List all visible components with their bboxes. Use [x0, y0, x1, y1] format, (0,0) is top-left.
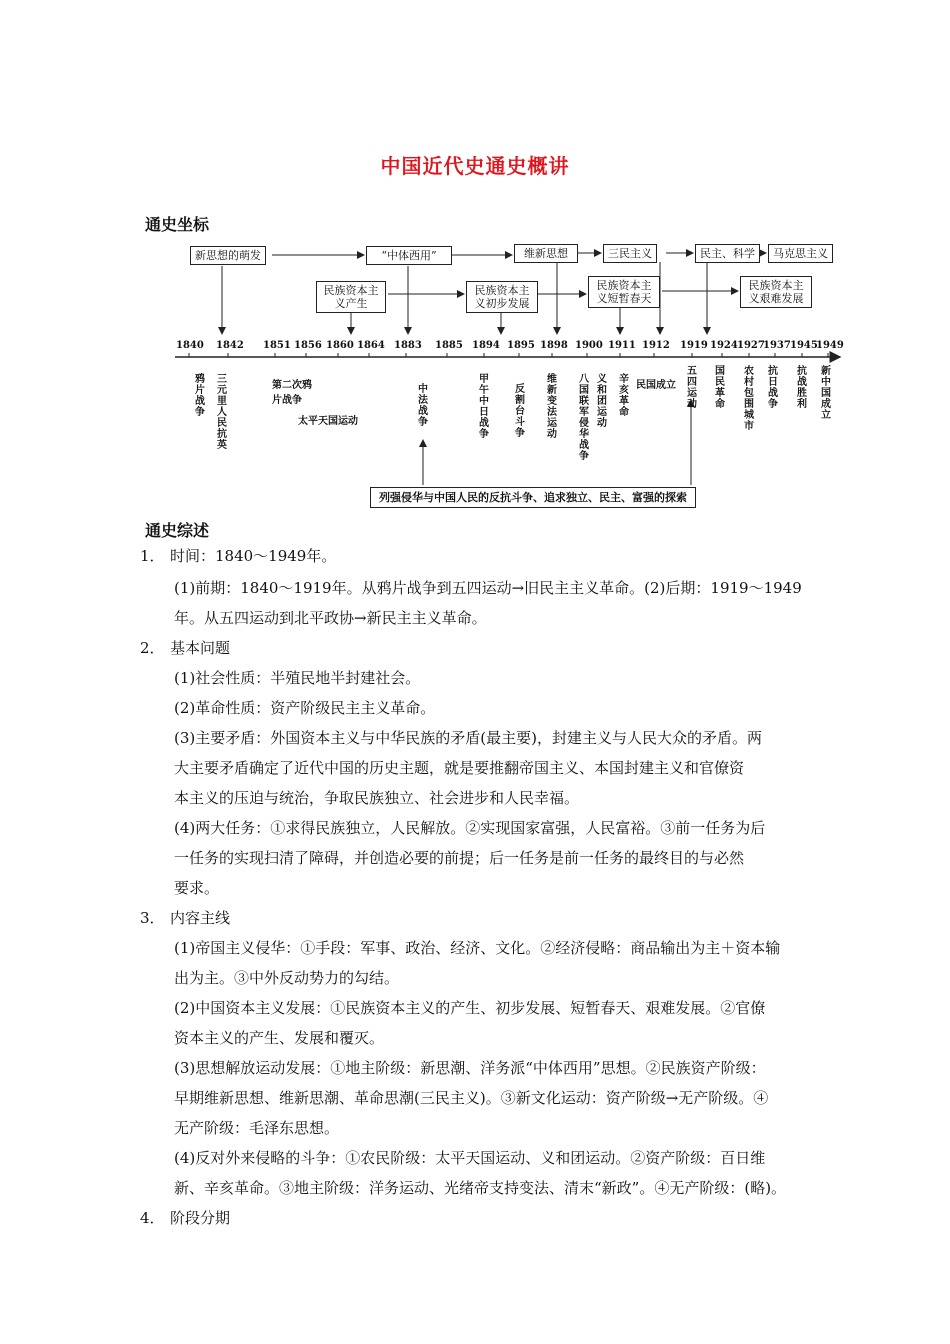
section-heading-summary: 通史综述 — [145, 521, 210, 540]
event-label: 义和团运动 — [597, 374, 607, 429]
event-label: 民国成立 — [636, 380, 676, 391]
year-label: 1911 — [608, 340, 636, 351]
year-label: 1949 — [816, 340, 844, 351]
item-number: 3． — [140, 909, 165, 927]
year-label: 1894 — [472, 340, 500, 351]
event-label: 抗日战争 — [768, 366, 778, 410]
paragraph-line: 一任务的实现扫清了障碍，并创造必要的前提；后一任务是前一任务的最终目的与必然 — [174, 849, 745, 867]
item-title: 内容主线 — [170, 909, 231, 927]
item-title: 时间：1840～1949年。 — [170, 547, 337, 565]
event-label: 抗战胜利 — [797, 366, 807, 410]
box-new-thought: 新思想的萌发 — [190, 246, 266, 265]
event-label: 三元里人民抗英 — [217, 374, 227, 451]
box-marxism: 马克思主义 — [768, 244, 833, 263]
event-label: 甲午中日战争 — [479, 374, 489, 440]
box-three-principles: 三民主义 — [603, 244, 657, 263]
paragraph-line: 早期维新思想、维新思潮、革命思潮(三民主义)。③新文化运动：资产阶级→无产阶级。④ — [174, 1089, 769, 1107]
paragraph-line: (2)革命性质：资产阶级民主主义革命。 — [174, 699, 436, 717]
paragraph-line: (1)社会性质：半殖民地半封建社会。 — [174, 669, 421, 687]
paragraph-line: (4)反对外来侵略的斗争：①农民阶级：太平天国运动、义和团运动。②资产阶级：百日维 — [174, 1149, 766, 1167]
item-number: 2． — [140, 639, 165, 657]
paragraph-line: 本主义的压迫与统治，争取民族独立、社会进步和人民幸福。 — [174, 789, 580, 807]
year-label: 1900 — [575, 340, 603, 351]
box-capitalism-initial: 民族资本主义初步发展 — [466, 281, 538, 313]
page-title: 中国近代史通史概讲 — [380, 154, 570, 178]
paragraph-line: 新、辛亥革命。③地主阶级：洋务运动、光绪帝支持变法、清末“新政”。④无产阶级：(略)。 — [174, 1179, 787, 1197]
year-label: 1864 — [357, 340, 385, 351]
year-label: 1927 — [737, 340, 765, 351]
item-title: 基本问题 — [170, 639, 231, 657]
year-label: 1898 — [540, 340, 568, 351]
event-label: 新中国成立 — [821, 366, 831, 421]
event-label: 国民革命 — [715, 366, 725, 410]
box-reform-thought: 维新思想 — [514, 244, 578, 263]
year-label: 1919 — [680, 340, 708, 351]
event-label: 太平天国运动 — [298, 416, 358, 427]
paragraph-line: (2)中国资本主义发展：①民族资本主义的产生、初步发展、短暂春天、艰难发展。②官僚 — [174, 999, 766, 1017]
year-label: 1912 — [642, 340, 670, 351]
year-label: 1856 — [294, 340, 322, 351]
event-label: 鸦片战争 — [195, 374, 205, 418]
section-heading-timeline: 通史坐标 — [145, 215, 210, 234]
item-title: 阶段分期 — [170, 1209, 231, 1227]
item-number: 4． — [140, 1209, 165, 1227]
event-label: 维新变法运动 — [547, 374, 557, 440]
box-capitalism-emerge: 民族资本主义产生 — [316, 281, 386, 313]
paragraph-line: (1)前期：1840～1919年。从鸦片战争到五四运动→旧民主主义革命。(2)后期：1919～1949 — [174, 579, 802, 597]
box-capitalism-hard: 民族资本主义艰难发展 — [740, 276, 812, 308]
year-label: 1937 — [763, 340, 791, 351]
event-label: 农村包围城市 — [744, 366, 754, 432]
box-democracy-science: 民主、科学 — [695, 244, 760, 263]
paragraph-line: 大主要矛盾确定了近代中国的历史主题，就是要推翻帝国主义、本国封建主义和官僚资 — [174, 759, 745, 777]
year-label: 1851 — [263, 340, 291, 351]
event-label: 中法战争 — [418, 384, 428, 428]
box-capitalism-spring: 民族资本主义短暂春天 — [588, 276, 660, 308]
event-label: 反割台斗争 — [515, 384, 525, 439]
bottom-theme-box: 列强侵华与中国人民的反抗斗争、追求独立、民主、富强的探索 — [370, 487, 696, 508]
paragraph-line: 无产阶级：毛泽东思想。 — [174, 1119, 340, 1137]
paragraph-line: 年。从五四运动到北平政协→新民主主义革命。 — [174, 609, 487, 627]
year-label: 1895 — [507, 340, 535, 351]
event-label: 第二次鸦片战争 — [272, 380, 312, 406]
event-label: 辛亥革命 — [619, 374, 629, 418]
paragraph-line: (3)主要矛盾：外国资本主义与中华民族的矛盾(最主要)，封建主义与人民大众的矛盾。两 — [174, 729, 762, 747]
year-label: 1885 — [435, 340, 463, 351]
year-label: 1840 — [176, 340, 204, 351]
paragraph-line: (4)两大任务：①求得民族独立，人民解放。②实现国家富强，人民富裕。③前一任务为后 — [174, 819, 766, 837]
event-label: 五四运动 — [687, 366, 697, 410]
year-label: 1924 — [710, 340, 738, 351]
event-label: 八国联军侵华战争 — [579, 374, 589, 462]
paragraph-line: 出为主。③中外反动势力的勾结。 — [174, 969, 400, 987]
paragraph-line: (1)帝国主义侵华：①手段：军事、政治、经济、文化。②经济侵略：商品输出为主＋资本输 — [174, 939, 781, 957]
year-label: 1945 — [790, 340, 818, 351]
item-number: 1． — [140, 547, 165, 565]
year-label: 1842 — [216, 340, 244, 351]
year-label: 1860 — [326, 340, 354, 351]
paragraph-line: 要求。 — [174, 879, 220, 897]
paragraph-line: 资本主义的产生、发展和覆灭。 — [174, 1029, 385, 1047]
year-label: 1883 — [394, 340, 422, 351]
box-zhongti-xiyong: “中体西用” — [366, 246, 452, 265]
paragraph-line: (3)思想解放运动发展：①地主阶级：新思潮、洋务派“中体西用”思想。②民族资产阶级： — [174, 1059, 766, 1077]
